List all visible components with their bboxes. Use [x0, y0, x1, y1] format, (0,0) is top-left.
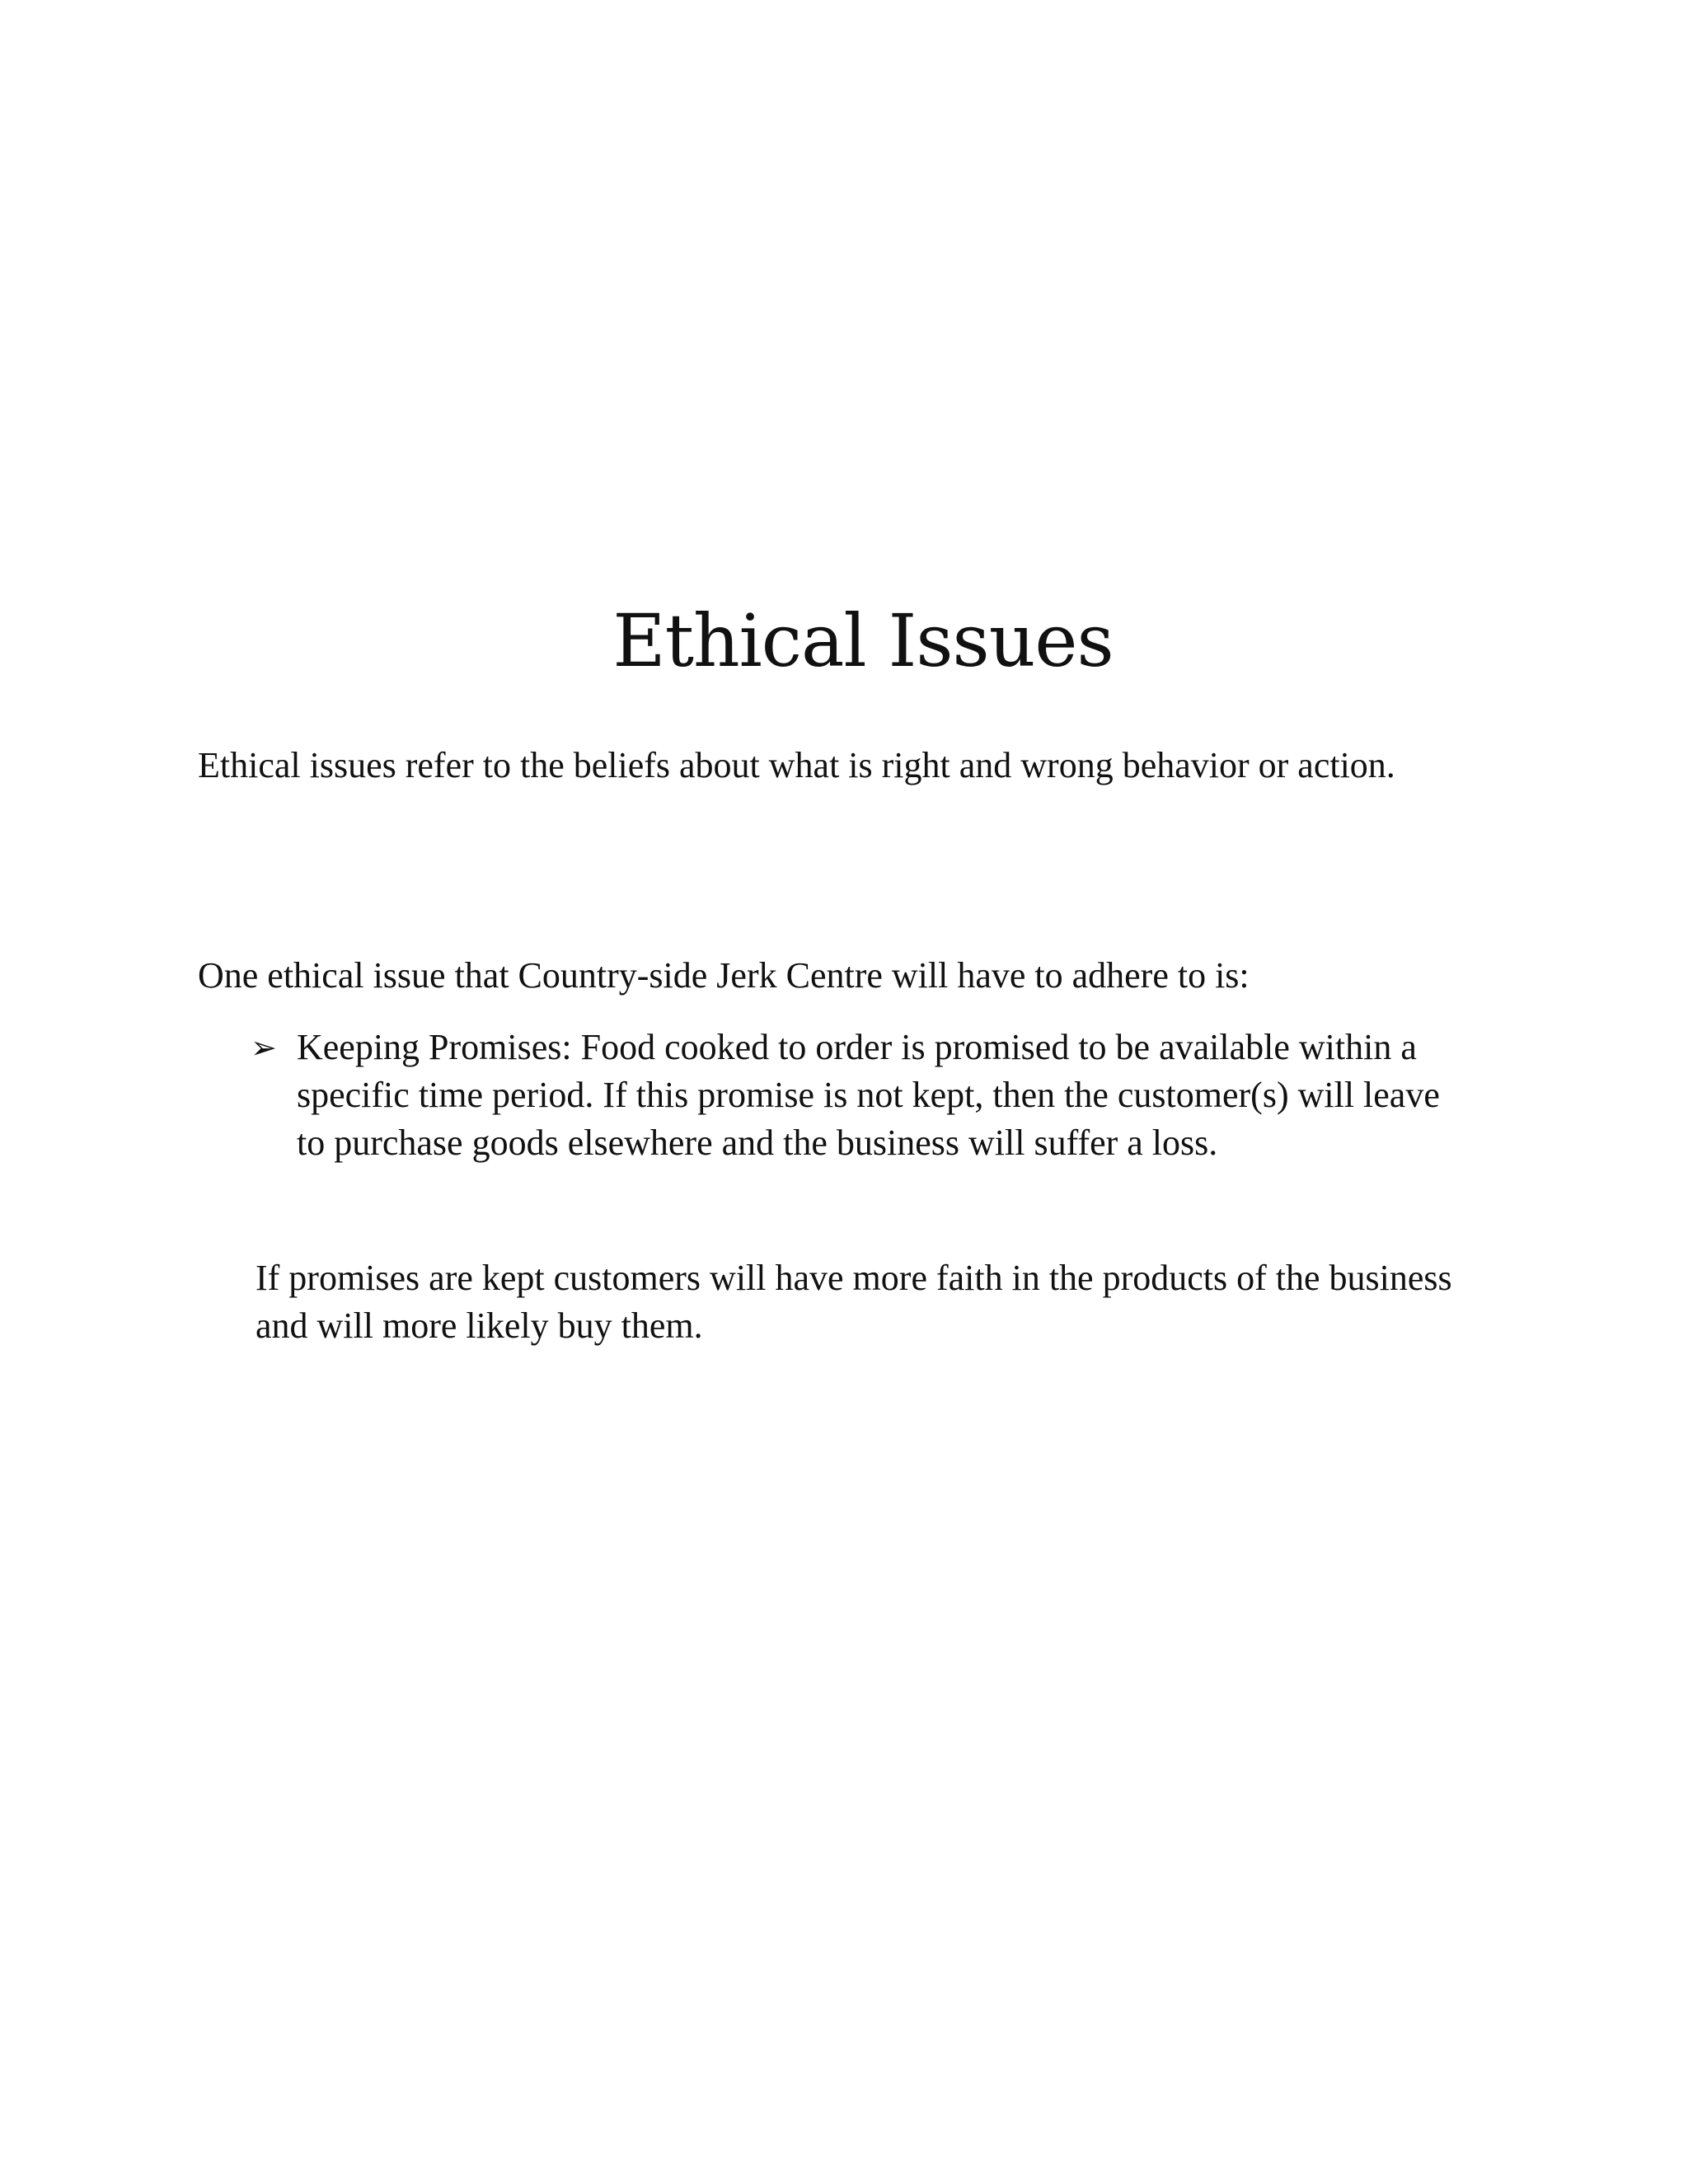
bullet-text: Keeping Promises: Food cooked to order is promised to be available within a specific time period. If this promise is not kept, then the customer(s) will leave to purchase goods elsewhere and the business will suffer a loss.	[297, 1027, 1440, 1163]
ethical-issue-list	[247, 1024, 1467, 1167]
conclusion-paragraph: If promises are kept customers will have more faith in the products of the business and will more likely buy them.	[256, 1258, 1452, 1346]
definition-paragraph: Ethical issues refer to the beliefs about what is right and wrong behavior or action.	[198, 745, 1395, 785]
page-title: Ethical Issues	[612, 598, 1114, 683]
arrow-bullet-icon: ➢	[251, 1029, 277, 1066]
list-item	[247, 1024, 1467, 1167]
intro-paragraph: One ethical issue that Country-side Jerk Centre will have to adhere to is:	[198, 955, 1250, 996]
